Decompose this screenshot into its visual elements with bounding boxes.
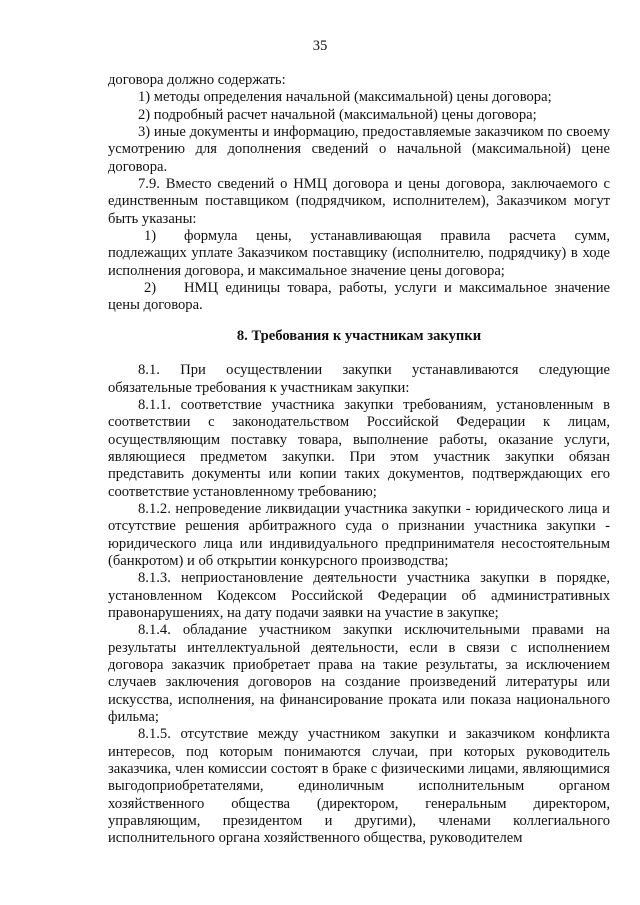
item-text: формула цены, устанавливающая правила расчета сумм, подлежащих уплате Заказчиком поставщику (исполнителю, подрядчику) в ходе исполнения договора, и максимальное значение цены договора; xyxy=(108,228,610,279)
item-number: 2) xyxy=(144,280,157,297)
section7-item-1: 1) методы определения начальной (максимальной) цены договора; xyxy=(138,89,552,106)
item-text: НМЦ единицы товара, работы, услуги и максимальное значение цены договора. xyxy=(108,280,610,314)
paragraph-8-1-3: 8.1.3. неприостановление деятельности участника закупки в порядке, установленном Кодексом Российской Федерации об административных правонарушениях, на дату подачи заявки на участие в закупке; xyxy=(108,570,610,621)
paragraph-8-1: 8.1. При осуществлении закупки устанавливаются следующие обязательные требования к участникам закупки: xyxy=(108,362,610,396)
paragraph-8-1-2: 8.1.2. непроведение ликвидации участника закупки - юридического лица и отсутствие решения арбитражного суда о признании участника закупки - юридического лица или индивидуального предпринимателя несостоятельным (банкротом) и об открытии конкурсного производства; xyxy=(108,500,610,569)
item-number: 1) xyxy=(144,228,157,245)
page-number: 35 xyxy=(312,38,328,54)
paragraph-7-9-item-2 xyxy=(108,280,610,315)
paragraph-8-1-5: 8.1.5. отсутствие между участником закупки и заказчиком конфликта интересов, под которым понимаются случаи, при которых руководитель заказчика, член комиссии состоят в браке с физическими лицами, являющимися выгодоприобретателями, единоличным исполнительным органом хозяйственного общества (директором, генеральным директором, управляющим, президентом и другими), членами коллегиального исполнительного органа хозяйственного общества, руководителем xyxy=(108,726,610,847)
section8-heading: 8. Требования к участникам закупки xyxy=(236,327,482,344)
paragraph-7-9-item-1 xyxy=(108,228,610,280)
page-content xyxy=(108,72,610,848)
section7-item-3: 3) иные документы и информацию, предоставляемые заказчиком по своему усмотрению для дополнения сведений о начальной (максимальной) цене договора. xyxy=(108,124,610,175)
section7-item-2: 2) подробный расчет начальной (максимальной) цены договора; xyxy=(138,106,537,123)
paragraph-8-1-4: 8.1.4. обладание участником закупки исключительными правами на результаты интеллектуальной деятельности, если в связи с исполнением договора заказчик приобретает права на такие результаты, за исключением случаев заключения договоров на создание произведений литературы или искусства, исполнения, на финансирование проката или показа национального фильма; xyxy=(108,622,610,726)
paragraph-8-1-1: 8.1.1. соответствие участника закупки требованиям, установленным в соответствии с законодательством Российской Федерации к лицам, осуществляющим поставку товара, выполнение работы, оказание услуги, являющиеся предметом закупки. При этом участник закупки обязан представить документы или копии таких документов, подтверждающих его соответствие установленному требованию; xyxy=(108,396,610,500)
paragraph-7-9: 7.9. Вместо сведений о НМЦ договора и цены договора, заключаемого с единственным поставщиком (подрядчиком, исполнителем), Заказчиком могут быть указаны: xyxy=(108,176,610,227)
section7-intro: договора должно содержать: xyxy=(108,72,286,88)
